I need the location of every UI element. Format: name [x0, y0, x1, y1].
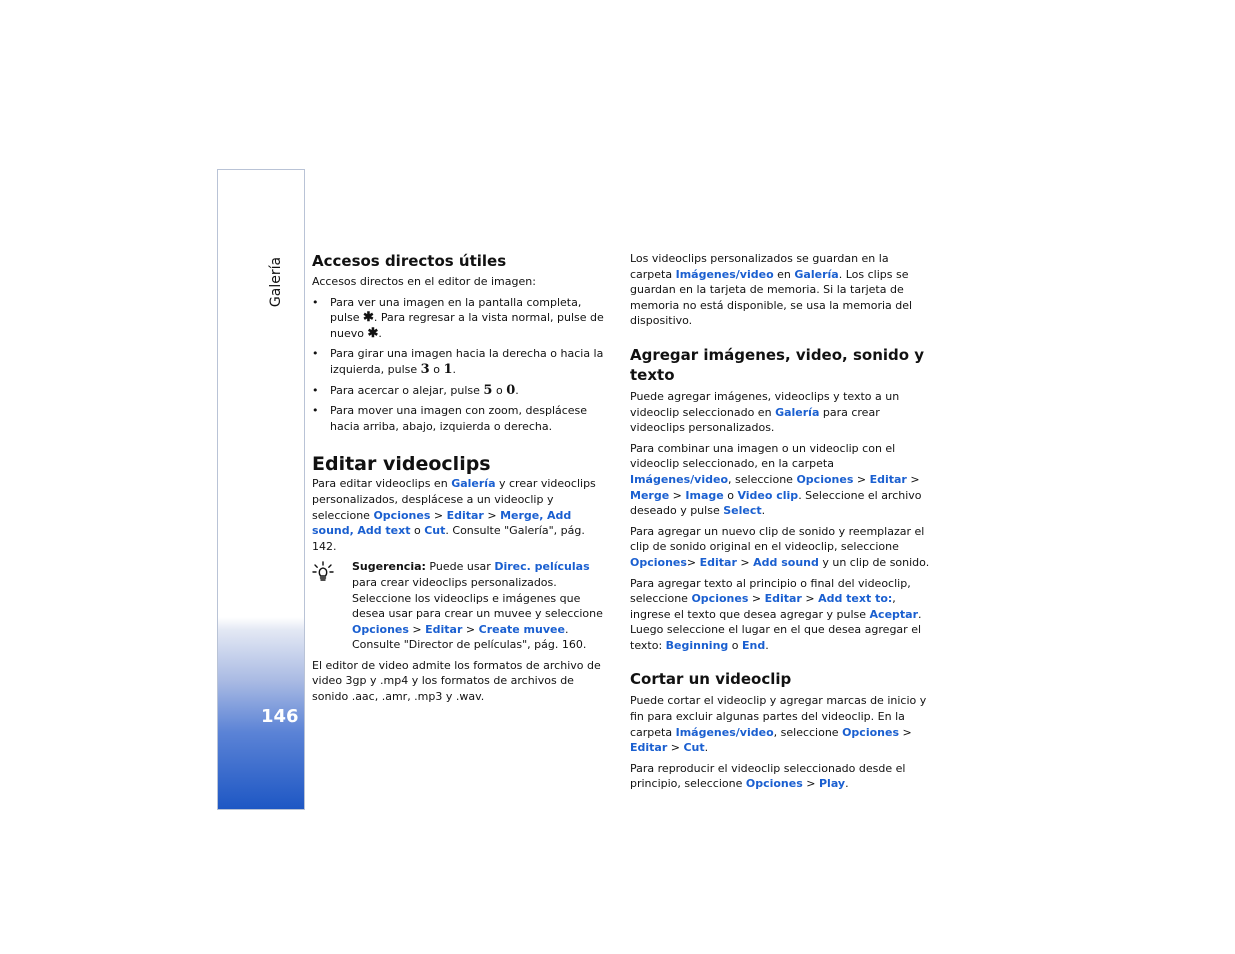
- menu-ref-direc-peliculas: Direc. películas: [494, 560, 590, 574]
- add-paragraph-1: Puede agregar imágenes, videoclips y texto a un videoclip seleccionado en Galería para crear videoclips personalizados.: [630, 389, 900, 435]
- menu-ref-cut: Cut: [683, 741, 705, 755]
- lightbulb-icon: [312, 561, 334, 583]
- bullet-icon: •: [312, 295, 319, 309]
- menu-ref-aceptar: Aceptar: [869, 607, 919, 621]
- add-paragraph-3: Para agregar un nuevo clip de sonido y reemplazar el clip de sonido original en el videoclip, seleccione Opciones> Editar > Add sound y un clip de sonido.: [630, 524, 930, 569]
- menu-ref-editar: Editar: [869, 472, 907, 486]
- menu-ref-add-sound: Add sound: [753, 555, 819, 569]
- heading-cut-videoclip: Cortar un videoclip: [630, 670, 792, 689]
- menu-ref-imagenes-video: Imágenes/video: [630, 472, 729, 486]
- menu-ref-editar: Editar: [630, 741, 668, 755]
- key-3-icon: 3: [420, 361, 430, 377]
- menu-ref-opciones: Opciones: [842, 725, 899, 739]
- edit-paragraph: Para editar videoclips en Galería y crear videoclips personalizados, desplácese a un videoclip y seleccione Opciones > Editar > Merge, Add sound, Add text o Cut. Consulte "Galería", pág. 142.: [312, 477, 596, 553]
- key-0-icon: 0: [506, 382, 516, 398]
- menu-ref-image: Image: [685, 488, 724, 502]
- tip-text: Sugerencia: Puede usar Direc. películas para crear videoclips personalizados. Seleccione los videoclips e imágenes que desea usar para crear un muvee y seleccione Opciones > Editar > Create muvee. Consulte "Director de películas", pág. 160.: [352, 560, 603, 652]
- menu-ref-merge: Merge: [500, 508, 540, 522]
- list-item: • Para acercar o alejar, pulse 5 o 0.: [312, 382, 519, 398]
- list-item: • Para girar una imagen hacia la derecha o hacia la izquierda, pulse 3 o 1.: [312, 347, 604, 377]
- menu-ref-add-text: Add text: [357, 524, 411, 538]
- menu-ref-opciones: Opciones: [630, 555, 687, 569]
- menu-ref-select: Select: [723, 504, 762, 518]
- menu-ref-video-clip: Video clip: [737, 488, 799, 502]
- menu-ref-opciones: Opciones: [745, 777, 803, 791]
- page-number: 146: [261, 706, 299, 727]
- menu-ref-merge: Merge: [630, 488, 670, 502]
- key-1-icon: 1: [443, 361, 453, 377]
- tip-box: [312, 559, 612, 653]
- menu-ref-add-sound: Add sound: [312, 508, 572, 538]
- formats-paragraph: El editor de video admite los formatos de archivo de video 3gp y .mp4 y los formatos de archivos de sonido .aac, .amr, .mp3 y .wav.: [312, 658, 601, 704]
- menu-ref-add-text-to: Add text to:: [818, 592, 893, 606]
- list-item: • Para ver una imagen en la pantalla completa, pulse ✱. Para regresar a la vista normal, pulse de nuevo ✱.: [312, 295, 604, 341]
- menu-ref-cut: Cut: [424, 524, 446, 538]
- bullet-icon: •: [312, 383, 319, 397]
- menu-ref-imagenes-video: Imágenes/video: [675, 267, 774, 281]
- menu-ref-editar: Editar: [425, 622, 463, 636]
- list-item: • Para mover una imagen con zoom, desplácese hacia arriba, abajo, izquierda o derecha.: [312, 404, 588, 433]
- menu-ref-beginning: Beginning: [665, 638, 729, 652]
- menu-ref-editar: Editar: [446, 508, 484, 522]
- menu-ref-editar: Editar: [764, 592, 802, 606]
- heading-add-media: Agregar imágenes, video, sonido y texto: [630, 345, 925, 384]
- menu-ref-galeria: Galería: [451, 477, 496, 491]
- menu-ref-opciones: Opciones: [352, 622, 409, 636]
- shortcuts-list: [312, 295, 612, 435]
- menu-ref-opciones: Opciones: [691, 592, 749, 606]
- cut-paragraph-2: Para reproducir el videoclip seleccionado desde el principio, seleccione Opciones > Play.: [630, 761, 906, 791]
- star-key-icon: ✱: [363, 310, 374, 326]
- menu-ref-galeria: Galería: [775, 405, 820, 419]
- heading-shortcuts: Accesos directos útiles: [312, 252, 507, 270]
- bullet-icon: •: [312, 404, 319, 418]
- menu-ref-play: Play: [818, 777, 846, 791]
- bullet-icon: •: [312, 347, 319, 361]
- shortcuts-intro: Accesos directos en el editor de imagen:: [312, 275, 536, 288]
- add-paragraph-2: Para combinar una imagen o un videoclip con el videoclip seleccionado, en la carpeta Imágenes/video, seleccione Opciones > Editar > Merge > Image o Video clip. Seleccione el archivo deseado y pulse Select.: [630, 441, 922, 518]
- menu-ref-create-muvee: Create muvee: [478, 622, 565, 636]
- left-column: [312, 251, 612, 705]
- star-key-icon: ✱: [367, 325, 379, 341]
- cut-paragraph-1: Puede cortar el videoclip y agregar marcas de inicio y fin para excluir algunas partes del videoclip. En la carpeta Imágenes/video, seleccione Opciones > Editar > Cut.: [630, 694, 927, 755]
- menu-ref-editar: Editar: [699, 555, 737, 569]
- heading-edit-videoclips: Editar videoclips: [312, 453, 491, 476]
- menu-ref-imagenes-video: Imágenes/video: [675, 725, 774, 739]
- menu-ref-opciones: Opciones: [796, 472, 854, 486]
- menu-ref-opciones: Opciones: [373, 508, 431, 522]
- add-paragraph-4: Para agregar texto al principio o final del videoclip, seleccione Opciones > Editar > Add text to:, ingrese el texto que desea agregar y pulse Aceptar. Luego seleccione el lugar en el que desea agregar el texto: Beginning o End.: [630, 576, 922, 652]
- menu-ref-end: End: [742, 638, 766, 652]
- menu-ref-galeria: Galería: [794, 267, 839, 281]
- key-5-icon: 5: [483, 382, 493, 398]
- saved-paragraph: Los videoclips personalizados se guardan en la carpeta Imágenes/video en Galería. Los clips se guardan en la tarjeta de memoria. Si la tarjeta de memoria no está disponible, se usa la memoria del dispositivo.: [630, 252, 913, 328]
- section-label: Galería: [268, 256, 284, 308]
- right-column: [630, 251, 930, 792]
